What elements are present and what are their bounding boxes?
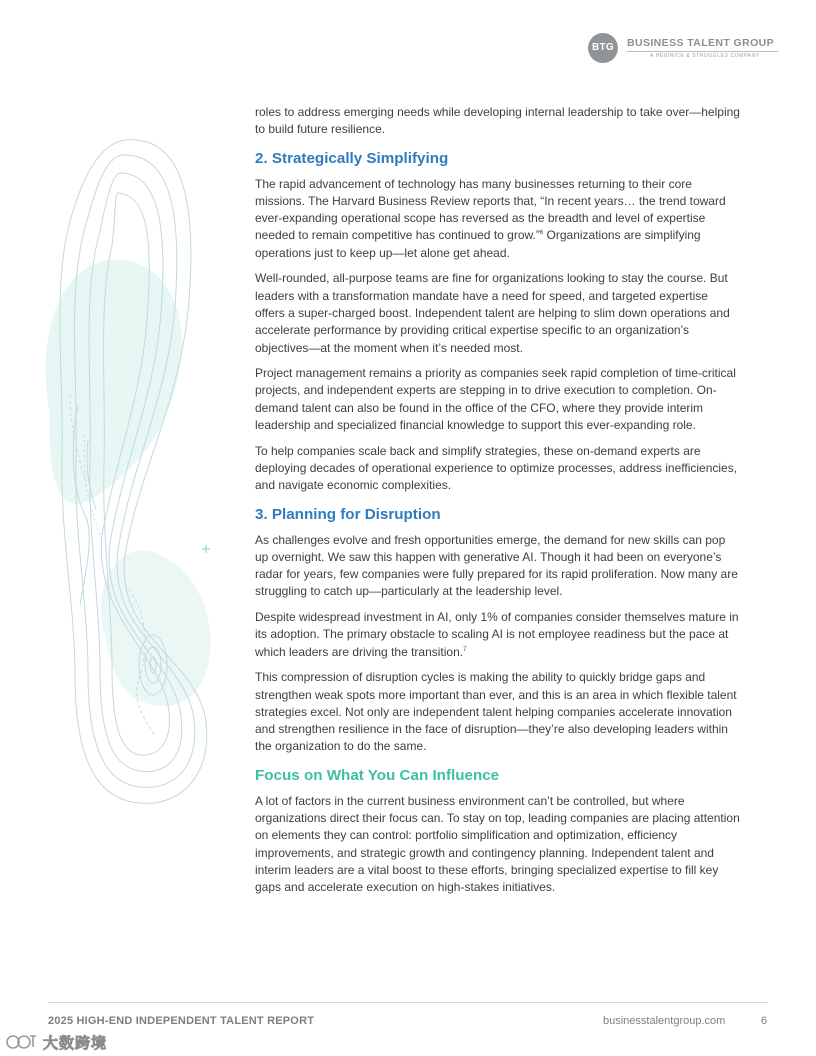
company-logo: [588, 31, 788, 63]
section-heading-focus-on-what-you-can-influence: Focus on What You Can Influence: [255, 766, 500, 784]
logo-divider: [627, 51, 778, 52]
body-paragraph: [255, 176, 740, 262]
decorative-topographic-illustration: [30, 135, 230, 815]
body-paragraph: [255, 609, 740, 661]
section-heading-planning-for-disruption: 3. Planning for Disruption: [255, 505, 441, 523]
watermark: [6, 1030, 114, 1052]
logo-tagline: A HEIDRICK & STRUGGLES COMPANY: [650, 53, 760, 59]
body-paragraph: This compression of disruption cycles is making the ability to quickly bridge gaps and strengthen weak spots more important than ever, and this is an area in which flexible talent strategies excel. Not only are independent talent helping companies accelerate innovation and strengthen resilience in the face of disruption—they’re also developing leaders within the organization to do the same.: [255, 670, 737, 754]
body-paragraph: To help companies scale back and simplify strategies, these on-demand experts are deploying decades of operational experience to optimize processes, address inefficiencies, and navigate economic complexities.: [255, 443, 738, 493]
watermark-text: 大数跨境: [43, 1035, 108, 1052]
body-paragraph: Well-rounded, all-purpose teams are fine for organizations looking to stay the course. But leaders with a transformation mandate have a need for speed, and targeted expertise offers a super-charged boost. Independent talent are helping to slim down operations and accelerate performance by providing critical expertise specific to an organization’s objectives—at the moment when it’s needed most.: [255, 271, 730, 355]
intro-paragraph: roles to address emerging needs while developing internal leadership to take over—helping to build future resilience.: [255, 105, 740, 137]
footnote-ref: 7: [463, 646, 467, 653]
footnote-ref: 6: [539, 230, 544, 237]
article-body: [255, 104, 740, 905]
body-paragraph: Project management remains a priority as companies seek rapid completion of time-critical projects, and independent experts are stepping in to drive execution to completion. On-demand talent can also be found in the office of the CFO, where they provide interim leadership and specialized financial knowledge to support this ever-expanding role.: [255, 366, 736, 433]
footer-website-link[interactable]: businesstalentgroup.com: [603, 1015, 726, 1027]
footer-report-title: 2025 HIGH-END INDEPENDENT TALENT REPORT: [48, 1015, 315, 1027]
section-heading-strategically-simplifying: 2. Strategically Simplifying: [255, 149, 449, 167]
body-paragraph: As challenges evolve and fresh opportunities emerge, the demand for new skills can pop up overnight. We saw this happen with generative AI. Though it had been on everyone’s radar for years, few companies were fully prepared for its rapid proliferation. Now many are struggling to catch up—particularly at the leadership level.: [255, 532, 738, 599]
paragraph-text: Despite widespread investment in AI, only 1% of companies consider themselves mature in its adoption. The primary obstacle to scaling AI is not employee readiness but the pace at which leaders are driving the transition.: [255, 610, 739, 659]
paragraph-text: Organizations are simplifying operations just to keep up—let alone get ahead.: [255, 228, 701, 260]
page-number: 6: [761, 1015, 768, 1027]
paragraph-text: The rapid advancement of technology has many businesses returning to their core missions. The Harvard Business Review reports that, “In recent years… the trend toward ever-expanding operational scope has reversed as the breadth and level of expertise needed to remain competitive has continued to grow.”: [255, 176, 726, 243]
logo-badge: BTG: [588, 33, 618, 63]
watermark-logo-icon: [6, 1032, 38, 1050]
body-paragraph: A lot of factors in the current business environment can’t be controlled, but where organizations direct their focus can. To stay on top, leading companies are placing attention on elements they can control: portfolio simplification and optimization, efficiency improvements, and strategic growth and contingency planning. Independent talent and interim leaders are a vital boost to these efforts, bringing specialized expertise to fill key gaps and accelerate execution on high-stakes initiatives.: [255, 793, 740, 895]
footer-divider: [48, 1002, 768, 1003]
logo-company-name: BUSINESS TALENT GROUP: [627, 37, 775, 49]
